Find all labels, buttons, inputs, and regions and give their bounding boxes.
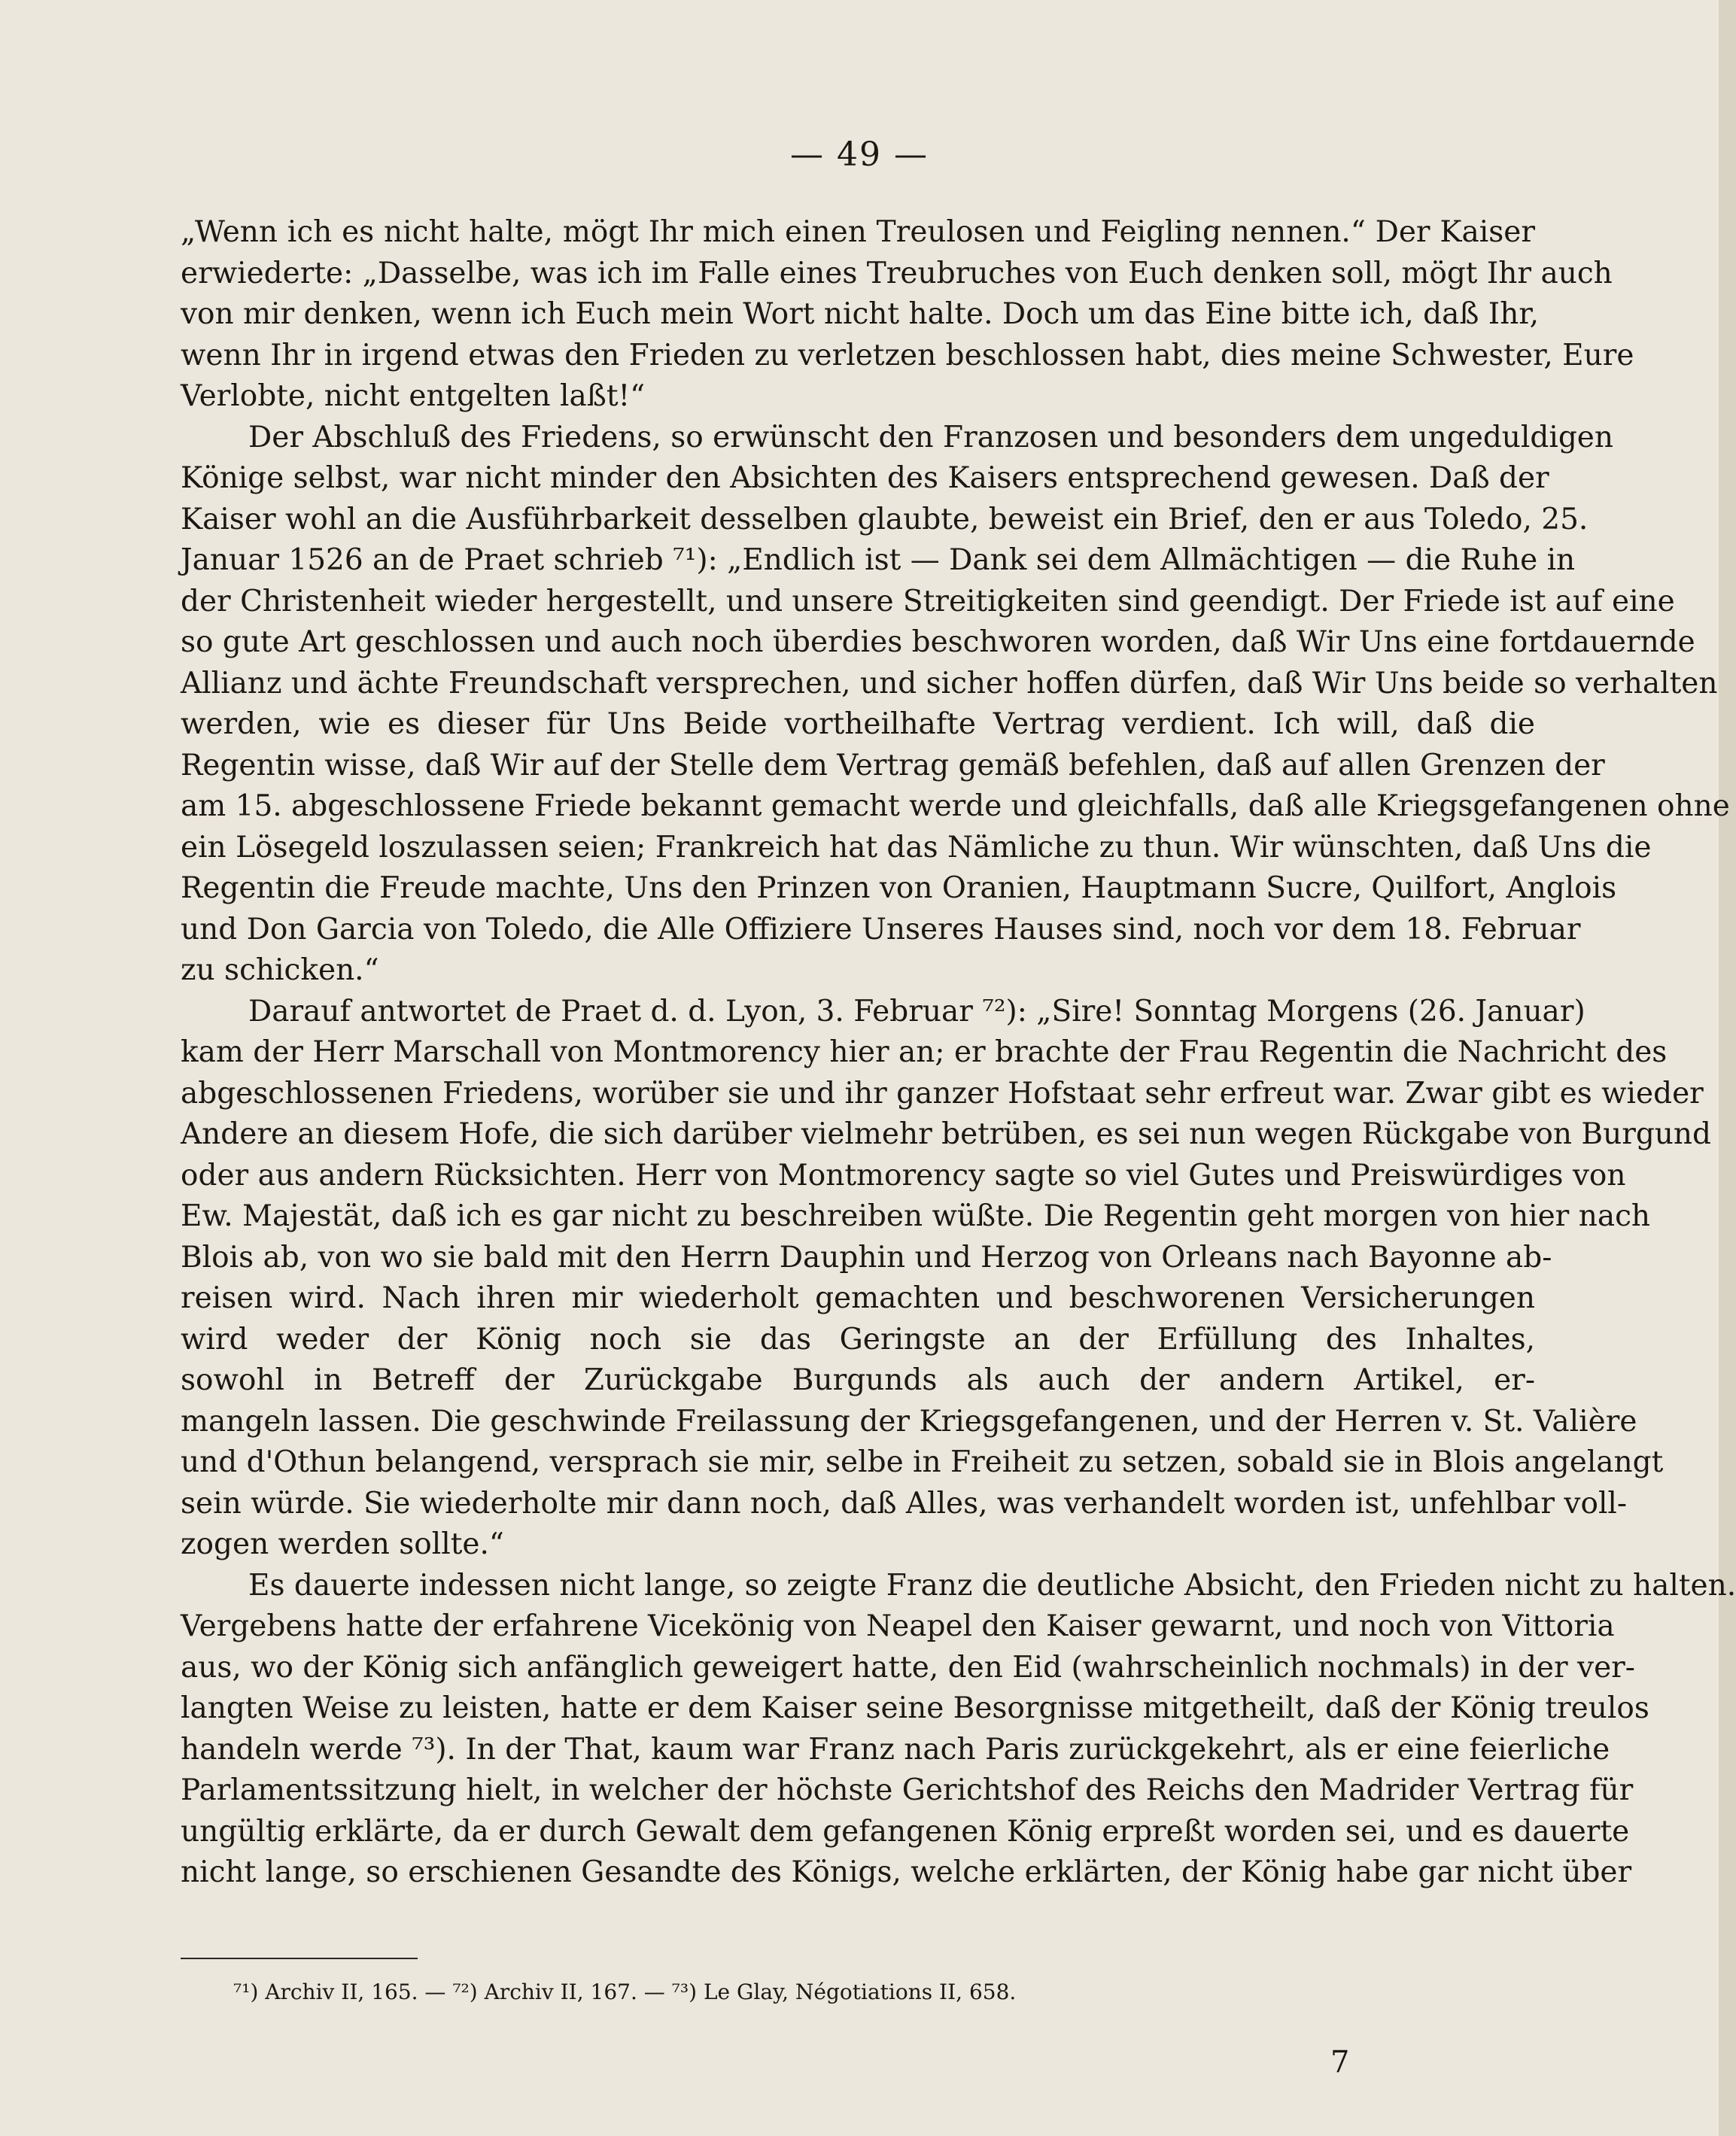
text-line: Darauf antwortet de Praet d. d. Lyon, 3. Februar ⁷²): „Sire! Sonntag Morgens (26. Januar) (248, 994, 1586, 1029)
text-line: sowohl in Betreff der Zurückgabe Burgunds als auch der andern Artikel, er- (181, 1363, 1535, 1397)
text-line: „Wenn ich es nicht halte, mögt Ihr mich einen Treulosen und Feigling nennen.“ Der Kaiser (181, 215, 1535, 249)
text-line: abgeschlossenen Friedens, worüber sie und ihr ganzer Hofstaat sehr erfreut war. Zwar gibt es wieder (181, 1076, 1704, 1111)
text-line: und Don Garcia von Toledo, die Alle Offiziere Unseres Hauses sind, noch vor dem 18. Februar (181, 912, 1581, 946)
body-text (181, 212, 1736, 1894)
text-line: Verlobte, nicht entgelten laßt!“ (181, 379, 646, 413)
text-line: so gute Art geschlossen und auch noch überdies beschworen worden, daß Wir Uns eine fortdauernde (181, 625, 1695, 659)
text-line: Blois ab, von wo sie bald mit den Herrn Dauphin und Herzog von Orleans nach Bayonne ab- (181, 1240, 1552, 1275)
text-line: zu schicken.“ (181, 953, 379, 987)
text-line: Könige selbst, war nicht minder den Absichten des Kaisers entsprechend gewesen. Daß der (181, 461, 1549, 495)
text-line: Ew. Majestät, daß ich es gar nicht zu beschreiben wüßte. Die Regentin geht morgen von hier nach (181, 1199, 1651, 1233)
text-line: erwiederte: „Dasselbe, was ich im Falle eines Treubruches von Euch denken soll, mögt Ihr auch (181, 256, 1613, 290)
text-line: Der Abschluß des Friedens, so erwünscht den Franzosen und besonders dem ungeduldigen (248, 420, 1613, 454)
text-line: handeln werde ⁷³). In der That, kaum war Franz nach Paris zurückgekehrt, als er eine feierliche (181, 1732, 1610, 1767)
text-line: oder aus andern Rücksichten. Herr von Montmorency sagte so viel Gutes und Preiswürdiges von (181, 1158, 1626, 1193)
text-line: reisen wird. Nach ihren mir wiederholt gemachten und beschworenen Versicherungen (181, 1281, 1535, 1315)
text-line: Januar 1526 an de Praet schrieb ⁷¹): „Endlich ist — Dank sei dem Allmächtigen — die Ruhe in (181, 543, 1576, 577)
text-line: der Christenheit wieder hergestellt, und unsere Streitigkeiten sind geendigt. Der Friede ist auf eine (181, 584, 1675, 618)
text-line: werden, wie es dieser für Uns Beide vortheilhafte Vertrag verdient. Ich will, daß die (181, 707, 1535, 741)
text-line: mangeln lassen. Die geschwinde Freilassung der Kriegsgefangenen, und der Herren v. St. Valière (181, 1404, 1637, 1439)
text-line: und d'Othun belangend, versprach sie mir, selbe in Freiheit zu setzen, sobald sie in Blois angelangt (181, 1445, 1664, 1479)
footnotes: ⁷¹) Archiv II, 165. — ⁷²) Archiv II, 167. — ⁷³) Le Glay, Négotiations II, 658. (233, 1980, 1017, 2004)
text-line: wenn Ihr in irgend etwas den Frieden zu verletzen beschlossen habt, dies meine Schwester, Eure (181, 338, 1634, 372)
text-line: Andere an diesem Hofe, die sich darüber vielmehr betrüben, es sei nun wegen Rückgabe von Burgund (181, 1117, 1711, 1151)
text-line: wird weder der König noch sie das Geringste an der Erfüllung des Inhaltes, (181, 1322, 1535, 1357)
page-number: — 49 — (790, 135, 929, 174)
text-line: Kaiser wohl an die Ausführbarkeit desselben glaubte, beweist ein Brief, den er aus Toledo, 25. (181, 502, 1589, 536)
text-line: sein würde. Sie wiederholte mir dann noch, daß Alles, was verhandelt worden ist, unfehlbar voll- (181, 1486, 1628, 1521)
text-line: Es dauerte indessen nicht lange, so zeigte Franz die deutliche Absicht, den Frieden nicht zu halten. (248, 1568, 1736, 1603)
text-line: Vergebens hatte der erfahrene Vicekönig von Neapel den Kaiser gewarnt, und noch von Vittoria (181, 1609, 1615, 1643)
footnote-divider (181, 1958, 418, 1959)
text-line: kam der Herr Marschall von Montmorency hier an; er brachte der Frau Regentin die Nachricht des (181, 1035, 1668, 1069)
text-line: Allianz und ächte Freundschaft versprechen, und sicher hoffen dürfen, daß Wir Uns beide so verhalten (181, 666, 1718, 700)
text-line: nicht lange, so erschienen Gesandte des Königs, welche erklärten, der König habe gar nicht über (181, 1855, 1632, 1889)
text-line: Parlamentssitzung hielt, in welcher der höchste Gerichtshof des Reichs den Madrider Vertrag für (181, 1773, 1634, 1807)
text-line: zogen werden sollte.“ (181, 1527, 504, 1561)
text-line: Regentin wisse, daß Wir auf der Stelle dem Vertrag gemäß befehlen, daß auf allen Grenzen der (181, 748, 1605, 782)
text-line: ungültig erklärte, da er durch Gewalt dem gefangenen König erpreßt worden sei, und es dauerte (181, 1814, 1630, 1849)
text-line: ein Lösegeld loszulassen seien; Frankreich hat das Nämliche zu thun. Wir wünschten, daß Uns die (181, 830, 1652, 864)
text-line: langten Weise zu leisten, hatte er dem Kaiser seine Besorgnisse mitgetheilt, daß der König treulos (181, 1691, 1649, 1725)
text-line: aus, wo der König sich anfänglich geweigert hatte, den Eid (wahrscheinlich nochmals) in der ver- (181, 1650, 1635, 1685)
signature-mark: 7 (1330, 2045, 1350, 2080)
text-line: Regentin die Freude machte, Uns den Prinzen von Oranien, Hauptmann Sucre, Quilfort, Anglois (181, 871, 1617, 905)
text-line: am 15. abgeschlossene Friede bekannt gemacht werde und gleichfalls, daß alle Kriegsgefangenen ohne (181, 789, 1730, 823)
text-line: von mir denken, wenn ich Euch mein Wort nicht halte. Doch um das Eine bitte ich, daß Ihr, (181, 297, 1540, 331)
